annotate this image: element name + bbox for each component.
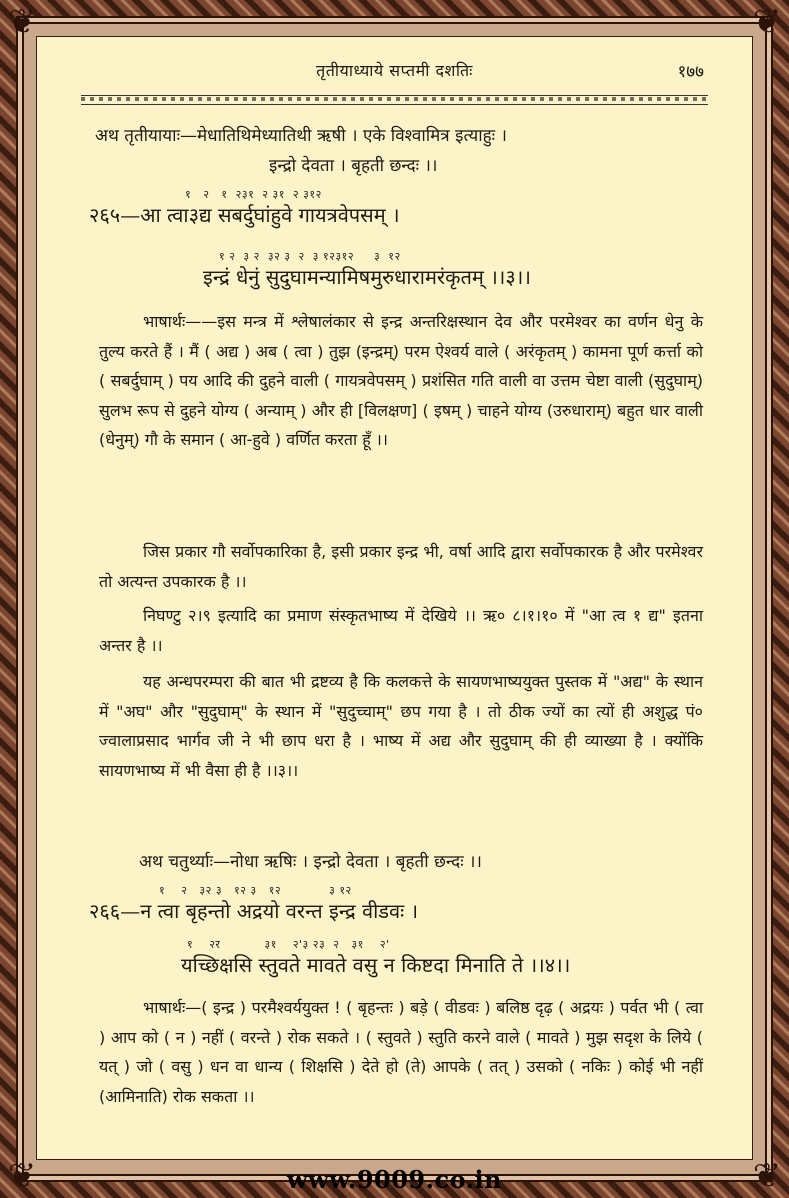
- mantra266-svara-marks-2: १ २र ३१ २'३ २३ २ ३१ २': [187, 938, 390, 951]
- mantra265-svara-marks-2: १ २ ३ २ ३२ ३ २ ३ १२३१२ ३ १२: [219, 250, 401, 263]
- bhashartha3-para2: जिस प्रकार गौ सर्वोपकारिका है, इसी प्रकार इन्द्र भी, वर्षा आदि द्वारा सर्वोपकारक है और परमेश्वर तो अत्यन्त उपकारक है ।।: [99, 542, 703, 591]
- verse3-intro-line1: अथ तृतीयायाः—मेधातिथिमेध्यातिथी ऋषी । एके विश्वामित्र इत्याहुः ।: [95, 126, 507, 146]
- bhashartha3-para1: भाषार्थः——इस मन्त्र में श्लेषालंकार से इन्द्र अन्तरिक्षस्थान देव और परमेश्वर का वर्णन धेनु के तुल्य करते हैं । मैं ( अद्य ) अब ( त्वा ) तुझ (इन्द्रम्) परम ऐश्वर्य वाले ( अरंकृतम् ) कामना पूर्ण कर्त्ता को ( सबर्दुघाम् ) पय आदि की दुहने वाली ( गायत्रवेपसम् ) प्रशंसित गति वाली वा उत्तम चेष्टा वाली (सुदुघाम्) सुलभ रूप से दुहने योग्य ( अन्याम् ) और ही [विलक्षण] ( इषम् ) चाहने योग्य (उरुधाराम्) बहुत धार वाली (धेनुम्) गौ के समान ( आ-हुवे ) वर्णित करता हूँ ।।: [99, 312, 703, 449]
- page-number: १७७: [677, 62, 704, 82]
- bhashartha3-para4: यह अन्धपरम्परा की बात भी द्रष्टव्य है कि कलकत्ते के सायणभाष्ययुक्त पुस्तक में "अद्य" के स्थान में "अघ" और "सुदुघाम्" के स्थान में "सुदुच्चाम्" छप गया है । तो ठीक ज्यों का त्यों ही अशुद्ध पं० ज्वालाप्रसाद भार्गव जी ने भी छाप धरा है । भाष्य में अद्य और सुदुघाम् की ही व्याख्या है । क्योंकि सायणभाष्य में भी वैसा ही है ।।३।।: [99, 672, 703, 780]
- running-header: [37, 59, 752, 83]
- mantra265-line2: इन्द्रं धेनुं सुदुघामन्यामिषमुरुधारामरंकृतम् ।।३।।: [203, 265, 531, 289]
- header-divider: [81, 95, 708, 105]
- corner-ornament-icon: ❦: [752, 2, 782, 42]
- website-watermark: www.9009.co.in: [286, 1165, 503, 1194]
- verse4-intro-line1: अथ चतुर्थ्याः—नोधा ऋषिः । इन्द्रो देवता । बृहती छन्दः ।।: [139, 852, 482, 872]
- bhashartha3-para3: निघण्टु २।९ इत्यादि का प्रमाण संस्कृतभाष्य में देखिये ।। ऋ० ८।१।१० में "आ त्व १ द्य" इतना अन्तर है ।।: [99, 606, 703, 655]
- mantra265-svara-marks-1: १ २ १ २३१ २ ३१ २ ३१२: [185, 188, 322, 201]
- corner-ornament-icon: ❦: [752, 1156, 782, 1196]
- mantra266-svara-marks-1: १ २ ३२ ३ १२ ३ १२ ३ १२: [159, 884, 352, 897]
- chapter-title: तृतीयाध्याये सप्तमी दशतिः: [316, 61, 473, 80]
- corner-ornament-icon: ❦: [7, 1156, 37, 1196]
- mantra266-line1: २६६—न त्वा बृहन्तो अद्रयो वरन्त इन्द्र वीडवः ।: [89, 899, 419, 923]
- verse3-intro-line2: इन्द्रो देवता । बृहती छन्दः ।।: [269, 156, 438, 176]
- bhashartha4-para1: भाषार्थः—( इन्द्र ) परमैश्वर्ययुक्त ! ( बृहन्तः ) बड़े ( वीडवः ) बलिष्ठ दृढ़ ( अद्रयः ) पर्वत भी ( त्वा ) आप को ( न ) नहीं ( वरन्ते ) रोक सकते । ( स्तुवते ) स्तुति करने वाले ( मावते ) मुझ सदृश के लिये ( यत् ) जो ( वसु ) धन वा धान्य ( शिक्षसि ) देते हो (ते) आपके ( तत् ) उसको ( नकिः ) कोई भी नहीं (आमिनाति) रोक सकता ।।: [99, 998, 703, 1106]
- book-page: [36, 36, 753, 1160]
- mantra266-line2: यच्छिक्षसि स्तुवते मावते वसु न किष्टदा मिनाति ते ।।४।।: [181, 953, 571, 977]
- corner-ornament-icon: ❦: [7, 2, 37, 42]
- mantra265-line1: २६५—आ त्वा३द्य सबर्दुघांहुवे गायत्रवेपसम् ।: [89, 203, 400, 227]
